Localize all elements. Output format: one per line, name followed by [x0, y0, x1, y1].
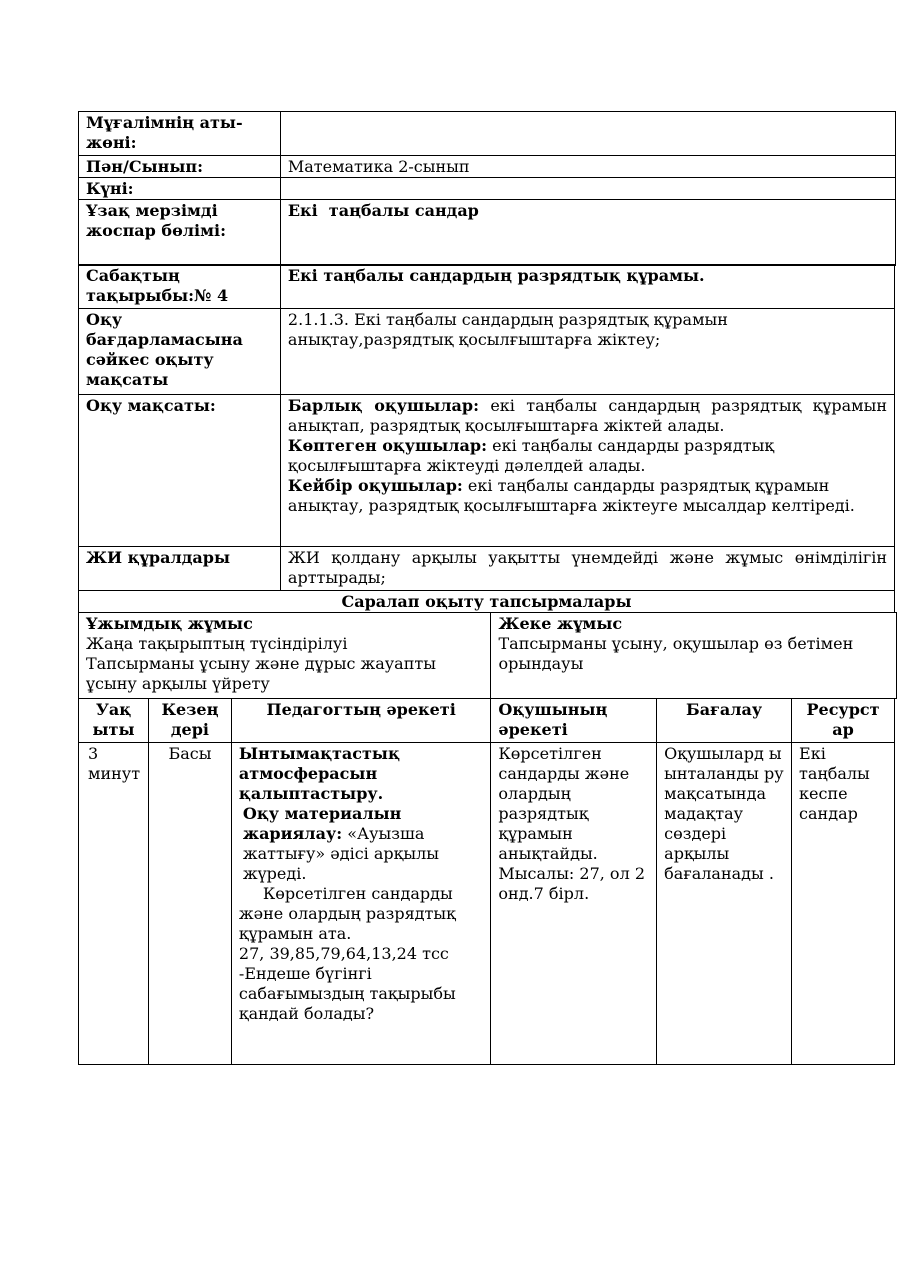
- objective-group: Көптеген оқушылар:: [287, 436, 488, 455]
- teacher-material-text: «Ауызша жаттығу» әдісі арқылы жүреді.: [242, 824, 439, 883]
- teacher-material: [239, 804, 484, 884]
- differentiation-title-table: [78, 590, 895, 613]
- individual-work-title: Жеке жұмыс: [498, 614, 623, 633]
- teacher-atmosphere: Ынтымақтастық атмосферасын қалыптастыру.: [238, 744, 400, 803]
- program-value: 2.1.1.3. Екі таңбалы сандардың разрядтық құрамын анықтау,разрядтық қосылғыштарға жіктеу;: [280, 309, 894, 395]
- objective-group: Кейбір оқушылар:: [287, 476, 463, 495]
- objective-text: екі таңбалы сандардың разрядтық құрамын анықтап, разрядтық қосылғыштарға жіктей алады.: [287, 396, 887, 435]
- objective-text: екі таңбалы сандарды разрядтық қосылғыштарға жіктеуді дәлелдей алады.: [287, 436, 775, 475]
- lesson-plan-table: [78, 698, 895, 1065]
- header-stage: Кезең дері: [148, 699, 231, 743]
- objective-text: екі таңбалы сандарды разрядтық құрамын анықтау, разрядтық қосылғыштарға жіктеуге мысалдар келтіреді.: [287, 476, 855, 515]
- header-student-activity: Оқушының әрекеті: [491, 699, 657, 743]
- header-teacher-activity: Педагогтың әрекеті: [231, 699, 491, 743]
- ai-tools-label: ЖИ құралдары: [79, 547, 281, 591]
- objective-group: Барлық оқушылар:: [287, 396, 479, 415]
- differentiation-title: Саралап оқыту тапсырмалары: [79, 591, 895, 613]
- cell-stage: Басы: [148, 743, 231, 1065]
- ai-tools-value: ЖИ қолдану арқылы уақытты үнемдейді және жұмыс өнімділігін арттырады;: [280, 547, 894, 591]
- objective-many: [288, 436, 887, 476]
- cell-teacher-activity: [231, 743, 491, 1065]
- teacher-numbers: 27, 39,85,79,64,13,24 тсс: [238, 944, 449, 963]
- date-label: Күні:: [79, 178, 281, 200]
- subject-label: Пән/Сынып:: [79, 156, 281, 178]
- header-resources: Ресурст ар: [792, 699, 895, 743]
- topic-value: Екі таңбалы сандардың разрядтық құрамы.: [280, 265, 894, 309]
- objectives-label: Оқу мақсаты:: [79, 395, 281, 547]
- individual-work-text: Тапсырманы ұсыну, оқушылар өз бетімен орындауы: [498, 634, 854, 673]
- differentiation-table: [78, 612, 897, 699]
- group-work-line: Тапсырманы ұсыну және дұрыс жауапты ұсыну арқылы үйрету: [86, 654, 436, 693]
- subject-value: Математика 2-сынып: [280, 156, 895, 178]
- longterm-value: Екі таңбалы сандар: [280, 200, 895, 266]
- date-value: [280, 178, 895, 200]
- group-work-cell: [79, 613, 491, 699]
- objective-all: [288, 396, 887, 436]
- lesson-header-table: [78, 111, 896, 266]
- longterm-label: Ұзақ мерзімді жоспар бөлімі:: [79, 200, 281, 266]
- header-assessment: Бағалау: [657, 699, 792, 743]
- individual-work-cell: [491, 613, 897, 699]
- objectives-cell: [280, 395, 894, 547]
- cell-time: 3 минут: [79, 743, 149, 1065]
- teacher-label: Мұғалімнің аты-жөні:: [79, 112, 281, 156]
- teacher-question: -Ендеше бүгінгі сабағымыздың тақырыбы қандай болады?: [238, 964, 456, 1023]
- teacher-material-label: Оқу материалын жариялау:: [242, 804, 402, 843]
- teacher-instruction: Көрсетілген сандарды және олардың разрядтық құрамын ата.: [238, 884, 456, 943]
- header-time: Уақ ыты: [79, 699, 149, 743]
- lesson-objectives-table: [78, 264, 895, 591]
- group-work-line: Жаңа тақырыптың түсіндірілуі: [86, 634, 348, 653]
- cell-student-activity: Көрсетілген сандарды және олардың разрядтық құрамын анықтайды. Мысалы: 27, ол 2 онд.7 бірл.: [491, 743, 657, 1065]
- group-work-title: Ұжымдық жұмыс: [86, 614, 253, 633]
- cell-assessment: Оқушылард ы ынталанды ру мақсатында мадақтау сөздері арқылы бағаланады .: [657, 743, 792, 1065]
- topic-label: Сабақтың тақырыбы:№ 4: [79, 265, 281, 309]
- objective-some: [288, 476, 887, 516]
- cell-resources: Екі таңбалы кеспе сандар: [792, 743, 895, 1065]
- teacher-value: [280, 112, 895, 156]
- program-label: Оқу бағдарламасына сәйкес оқыту мақсаты: [79, 309, 281, 395]
